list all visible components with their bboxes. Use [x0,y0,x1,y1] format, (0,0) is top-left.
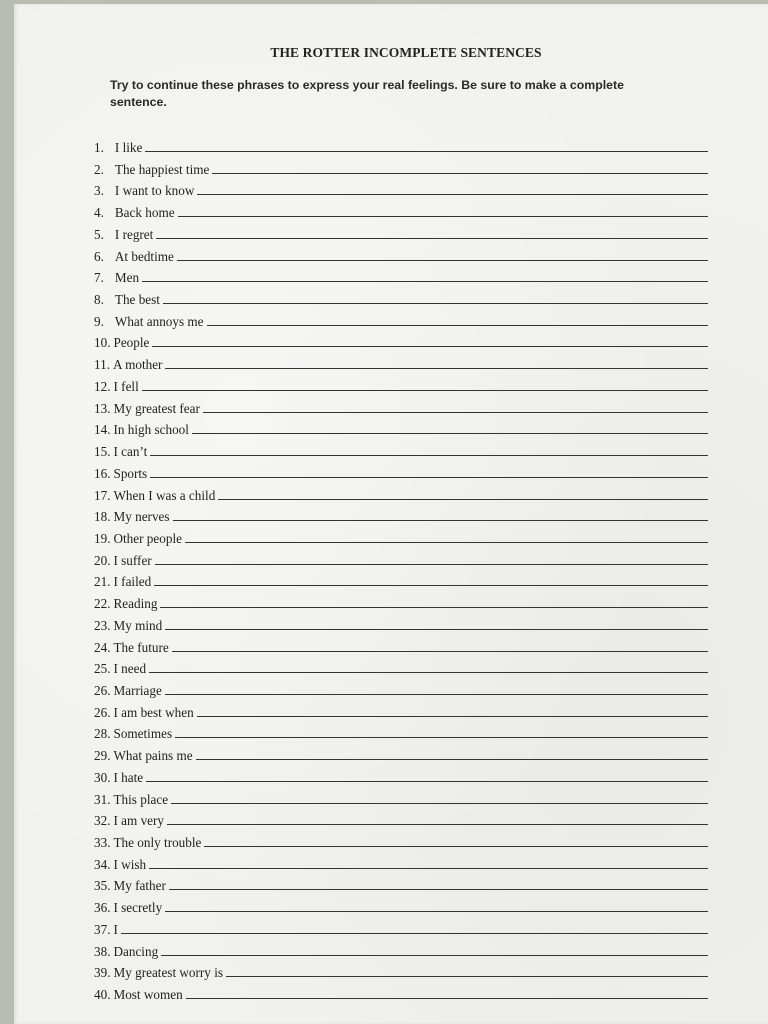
sentence-stem: I am best when [113,704,194,720]
sentence-stem: What pains me [113,748,193,764]
item-number: 6. [94,248,104,264]
sentence-item [14,573,768,595]
sentence-item [14,248,768,270]
answer-line[interactable] [163,291,708,304]
sentence-stem: Sports [113,465,148,481]
item-number: 23. [94,617,111,633]
answer-line[interactable] [177,248,708,261]
item-number: 31. [94,791,111,807]
sentence-item [14,856,768,878]
answer-line[interactable] [160,595,708,608]
answer-line[interactable] [152,334,708,347]
answer-line[interactable] [192,421,708,434]
sentence-stem: I secretly [113,900,163,916]
sentence-stem: This place [113,791,169,807]
sentence-item [14,791,768,813]
sentence-stem: Back home [114,205,175,221]
answer-line[interactable] [207,313,708,326]
sentence-stem: I like [114,140,143,155]
answer-line[interactable] [186,986,708,999]
answer-line[interactable] [165,682,708,695]
worksheet-page [14,4,768,1024]
sentence-item [14,182,768,204]
sentence-item [14,943,768,965]
sentence-item [14,530,768,552]
item-number: 29. [94,748,111,764]
item-number: 5. [94,226,104,242]
item-number: 30. [94,769,111,785]
sentence-item [14,921,768,943]
sentence-stem: In high school [113,422,189,438]
item-number: 16. [94,465,111,481]
sentence-stem: I am very [113,813,165,829]
sentence-stem: I want to know [114,183,195,199]
item-number: 14. [94,422,111,438]
answer-line[interactable] [196,747,708,760]
sentence-stem: I [113,921,118,937]
sentence-item [14,682,768,704]
sentence-item [14,769,768,791]
item-number: 2. [94,161,104,177]
item-number: 40. [94,987,111,1003]
sentence-stem: I can’t [113,444,148,460]
sentence-item [14,660,768,682]
sentence-item [14,899,768,921]
sentence-item [14,725,768,747]
sentence-item [14,964,768,986]
sentence-item [14,986,768,1008]
sentence-stem: I regret [114,226,154,242]
sentence-stem: When I was a child [113,487,216,503]
sentence-item [14,595,768,617]
item-number: 22. [94,596,111,612]
sentence-item [14,313,768,335]
sentence-item [14,834,768,856]
sentence-item [14,639,768,661]
item-number: 8. [94,292,104,308]
item-number: 26. [94,704,111,720]
answer-line[interactable] [146,769,708,782]
sentence-item [14,704,768,726]
item-number: 34. [94,856,111,872]
answer-line[interactable] [169,877,708,890]
item-number: 9. [94,313,104,329]
answer-line[interactable] [154,573,708,586]
sentence-item [14,812,768,834]
item-number: 37. [94,921,111,937]
sentence-stem: Marriage [113,682,162,698]
item-number: 25. [94,661,111,677]
sentence-stem: The only trouble [113,835,202,850]
item-number: 12. [94,378,111,394]
item-number: 15. [94,444,111,460]
answer-line[interactable] [203,400,708,413]
sentence-stem: I hate [113,769,144,785]
sentence-stem: I need [113,661,147,677]
sentence-stem: A mother [113,357,163,373]
sentence-stem: What annoys me [114,313,204,329]
answer-line[interactable] [142,378,708,391]
answer-line[interactable] [155,552,708,565]
item-number: 36. [94,900,111,916]
item-number: 26. [94,682,111,698]
sentence-item [14,443,768,465]
sentence-item [14,747,768,769]
answer-line[interactable] [175,725,708,738]
sentence-stem: Sometimes [113,726,173,742]
sentence-item [14,617,768,639]
sentence-item [14,465,768,487]
item-number: 19. [94,530,111,546]
answer-line[interactable] [204,834,708,847]
sentence-stem: My greatest fear [113,400,200,416]
sentence-stem: Men [114,270,140,286]
answer-line[interactable] [172,639,708,652]
item-number: 3. [94,183,104,199]
sentence-item [14,291,768,313]
sentence-item [14,334,768,356]
item-number: 33. [94,835,111,850]
sentence-list [14,139,768,1008]
answer-line[interactable] [178,204,708,217]
sentence-stem: My nerves [113,509,170,525]
item-number: 13. [94,400,111,416]
page-title: THE ROTTER INCOMPLETE SENTENCES [270,45,542,60]
item-number: 24. [94,639,111,655]
answer-line[interactable] [165,617,708,630]
sentence-item [14,877,768,899]
item-number: 10. [94,335,111,351]
answer-line[interactable] [218,487,708,500]
item-number: 38. [94,943,111,959]
sentence-item [14,421,768,443]
item-number: 35. [94,878,111,894]
sentence-item [14,552,768,574]
answer-line[interactable] [121,921,708,934]
sentence-stem: The future [113,639,169,655]
sentence-stem: My mind [113,617,163,633]
sentence-item [14,378,768,400]
sentence-stem: Other people [113,530,182,546]
sentence-stem: The happiest time [114,161,210,177]
item-number: 7. [94,270,104,286]
answer-line[interactable] [212,161,708,174]
sentence-item [14,487,768,509]
sentence-item [14,400,768,422]
answer-line[interactable] [197,182,708,195]
item-number: 11. [94,357,110,373]
sentence-stem: Dancing [113,943,159,959]
item-number: 17. [94,487,111,503]
answer-line[interactable] [149,660,708,673]
item-number: 32. [94,813,111,829]
answer-line[interactable] [171,791,708,804]
sentence-stem: People [113,335,150,351]
item-number: 18. [94,509,111,525]
sentence-stem: I wish [113,856,147,872]
answer-line[interactable] [156,226,708,239]
item-number: 21. [94,574,111,590]
answer-line[interactable] [185,530,708,543]
sentence-stem: My greatest worry is [113,965,223,981]
sentence-stem: My father [113,878,166,894]
sentence-stem: I suffer [113,552,152,568]
answer-line[interactable] [161,943,708,956]
sentence-item [14,204,768,226]
sentence-stem: Reading [113,596,158,612]
sentence-item [14,508,768,530]
item-number: 1. [94,140,104,155]
answer-line[interactable] [165,356,708,369]
answer-line[interactable] [165,899,708,912]
answer-line[interactable] [173,508,708,521]
answer-line[interactable] [149,856,708,869]
sentence-stem: I failed [113,574,152,590]
sentence-item [14,226,768,248]
answer-line[interactable] [145,139,708,152]
item-number: 4. [94,205,104,221]
item-number: 28. [94,726,111,742]
sentence-item [14,356,768,378]
sentence-item [14,269,768,291]
sentence-stem: I fell [113,378,139,394]
answer-line[interactable] [150,443,708,456]
item-number: 20. [94,552,111,568]
answer-line[interactable] [167,812,708,825]
sentence-stem: Most women [113,987,183,1003]
item-number: 39. [94,965,111,981]
sentence-item [14,139,768,161]
instructions-text: Try to continue these phrases to express your real feelings. Be sure to make a complete sentence. [110,78,624,109]
sentence-stem: The best [114,292,160,308]
answer-line[interactable] [197,704,708,717]
answer-line[interactable] [150,465,708,478]
answer-line[interactable] [226,964,708,977]
answer-line[interactable] [142,269,708,282]
sentence-stem: At bedtime [114,248,174,264]
sentence-item [14,161,768,183]
